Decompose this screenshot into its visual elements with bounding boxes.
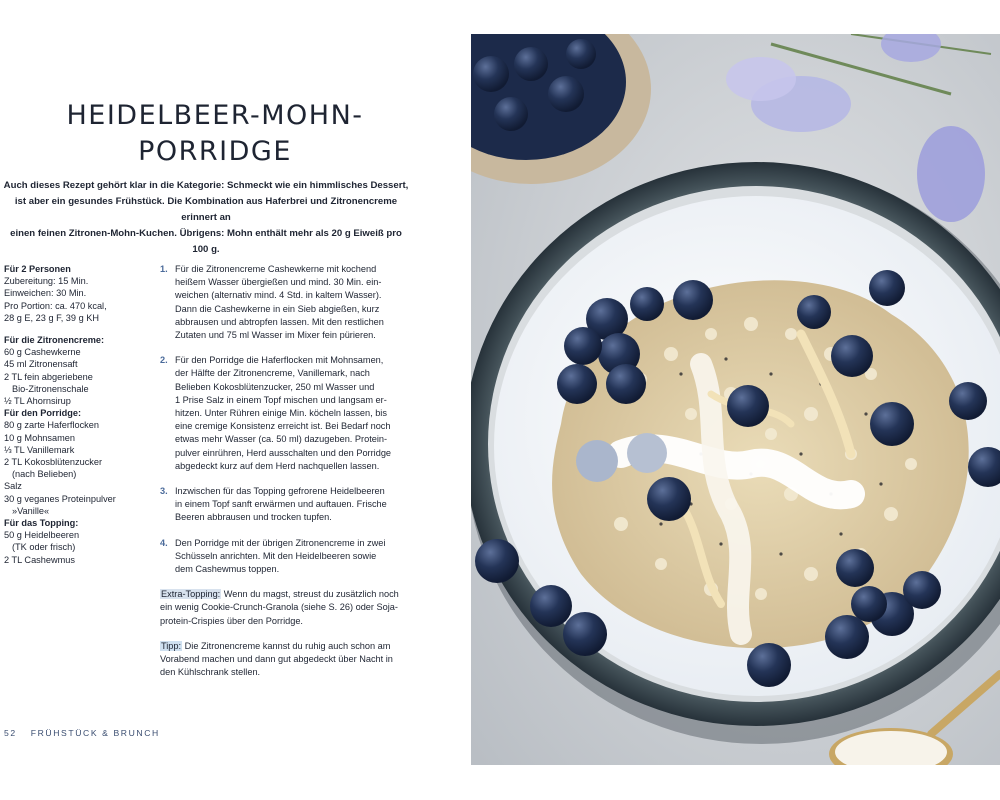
porridge-heading: Für den Porridge: xyxy=(4,408,82,419)
prep-time: Zubereitung: 15 Min. xyxy=(4,276,89,287)
page-footer xyxy=(4,728,160,738)
step-text: abbrausen und abtropfen lassen. Mit den restlichen xyxy=(175,316,384,327)
step-text: 1 Prise Salz in einem Topf mischen und langsam er- xyxy=(175,394,387,405)
title-line-2: PORRIDGE xyxy=(138,136,292,167)
ingredient-item: 80 g zarte Haferflocken xyxy=(4,420,99,431)
extra-topping-label: Extra-Topping: xyxy=(161,589,221,600)
step-text: hitzen. Unter Rühren einige Min. köcheln lassen, bis xyxy=(175,408,387,419)
step-text: Inzwischen für das Topping gefrorene Heidelbeeren xyxy=(175,486,385,497)
section-name: FRÜHSTÜCK & BRUNCH xyxy=(30,728,160,738)
note-text: den Kühlschrank stellen. xyxy=(160,667,261,678)
step-4 xyxy=(160,537,410,577)
step-number: 1. xyxy=(160,264,168,274)
step-text: weichen (alternativ mind. 4 Std. in kaltem Wasser). xyxy=(175,290,382,301)
cream-heading: Für die Zitronencreme: xyxy=(4,335,105,346)
recipe-title xyxy=(20,98,410,170)
page-number: 52 xyxy=(4,728,17,738)
intro-line-1: Auch dieses Rezept gehört klar in die Kategorie: Schmeckt wie ein himmlisches Dessert, xyxy=(3,180,409,191)
title-line-1: HEIDELBEER-MOHN- xyxy=(66,100,364,131)
step-text: Für die Zitronencreme Cashewkerne mit kochend xyxy=(175,264,377,274)
step-number: 2. xyxy=(160,355,168,366)
instructions-column xyxy=(160,263,410,691)
step-text: Den Porridge mit der übrigen Zitronencreme in zwei xyxy=(175,537,386,548)
left-page xyxy=(0,0,470,800)
ingredient-item: 45 ml Zitronensaft xyxy=(4,359,78,370)
intro-line-3: einen feinen Zitronen-Mohn-Kuchen. Übrigens: Mohn enthält mehr als 20 g Eiweiß pro 100 g. xyxy=(10,228,402,255)
ingredient-item: 2 TL fein abgeriebene xyxy=(4,371,93,382)
step-3 xyxy=(160,485,410,525)
recipe-intro xyxy=(2,178,410,258)
step-text: heißem Wasser übergießen und mind. 30 Min. ein- xyxy=(175,277,382,288)
porridge-photo xyxy=(471,34,1000,765)
step-text: Für den Porridge die Haferflocken mit Mohnsamen, xyxy=(175,355,384,366)
ingredient-item: 10 g Mohnsamen xyxy=(4,432,75,443)
step-1 xyxy=(160,263,410,342)
servings: Für 2 Personen xyxy=(4,264,71,274)
step-text: Belieben Kokosblütenzucker, 250 ml Wasser und xyxy=(175,381,375,392)
extra-topping-note xyxy=(160,588,410,628)
portion-macros: 28 g E, 23 g F, 39 g KH xyxy=(4,312,99,323)
portion-calories: Pro Portion: ca. 470 kcal, xyxy=(4,300,107,311)
ingredient-item: 60 g Cashewkerne xyxy=(4,347,81,358)
step-text: in einem Topf sanft erwärmen und auftauen. Frische xyxy=(175,499,387,510)
intro-line-2: ist aber ein gesundes Frühstück. Die Kombination aus Haferbrei und Zitronencreme erinnert an xyxy=(14,196,398,223)
ingredient-item: Salz xyxy=(4,481,22,492)
step-2 xyxy=(160,354,410,473)
ingredient-item: 2 TL Cashewmus xyxy=(4,554,75,565)
note-text: Die Zitronencreme kannst du ruhig auch schon am xyxy=(182,640,391,651)
step-number: 4. xyxy=(160,537,168,548)
soak-time: Einweichen: 30 Min. xyxy=(4,288,87,299)
ingredient-item: ½ TL Ahornsirup xyxy=(4,396,71,407)
ingredient-item: Bio-Zitronenschale xyxy=(12,383,89,394)
ingredient-item: ⅓ TL Vanillemark xyxy=(4,444,75,455)
note-text: Vorabend machen und dann gut abgedeckt über Nacht in xyxy=(160,654,393,665)
ingredient-item: (nach Belieben) xyxy=(12,469,77,480)
note-text: ein wenig Cookie-Crunch-Granola (siehe S. 26) oder Soja- xyxy=(160,602,398,613)
step-text: eine cremige Konsistenz erreicht ist. Bei Bedarf noch xyxy=(175,421,391,432)
ingredient-item: 50 g Heidelbeeren xyxy=(4,530,80,541)
step-text: etwas mehr Wasser (ca. 50 ml) dazugeben. Protein- xyxy=(175,434,388,445)
ingredient-item: 2 TL Kokosblütenzucker xyxy=(4,457,103,468)
ingredient-item: 30 g veganes Proteinpulver xyxy=(4,493,116,504)
note-text: Wenn du magst, streust du zusätzlich noch xyxy=(221,589,399,600)
step-text: Beeren abbrausen und trocken tupfen. xyxy=(175,512,332,523)
step-text: Schüsseln anrichten. Mit den Heidelbeeren sowie xyxy=(175,550,377,561)
ingredient-item: (TK oder frisch) xyxy=(12,542,76,553)
step-text: dem Cashewmus toppen. xyxy=(175,564,280,575)
topping-heading: Für das Topping: xyxy=(4,518,79,529)
ingredient-item: »Vanille« xyxy=(12,505,50,516)
step-number: 3. xyxy=(160,486,168,497)
step-text: pulver einrühren, Herd ausschalten und den Porridge xyxy=(175,447,392,458)
step-text: Dann die Cashewkerne in ein Sieb abgießen, kurz xyxy=(175,303,380,314)
ingredients-column xyxy=(4,263,144,566)
note-text: protein-Crispies über den Porridge. xyxy=(160,615,303,626)
step-text: abgedeckt kurz auf dem Herd nachquellen lassen. xyxy=(175,460,380,471)
photo-illustration xyxy=(471,34,1000,765)
step-text: der Hälfte der Zitronencreme, Vanillemark, nach xyxy=(175,368,370,379)
tip-note xyxy=(160,640,410,680)
step-text: Zutaten und 75 ml Wasser im Mixer fein pürieren. xyxy=(175,330,376,341)
tip-label: Tipp: xyxy=(161,640,182,651)
